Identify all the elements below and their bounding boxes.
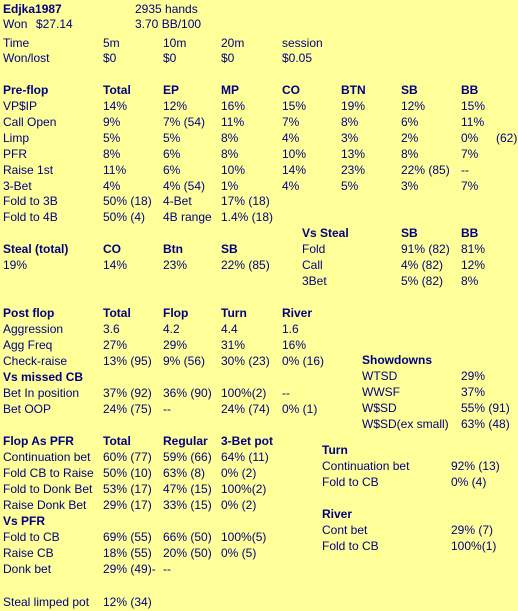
- steal-limped-value: 12% (34): [103, 595, 152, 609]
- vs-steal-title: Vs Steal: [302, 226, 349, 240]
- stat-cell: 11%: [461, 115, 485, 129]
- river-title: River: [322, 507, 353, 521]
- stat-cell: 5%: [341, 179, 359, 193]
- stat-cell: 23%: [341, 163, 366, 177]
- stat-cell: 29% (49)-: [103, 562, 156, 576]
- stat-cell: 0% (2): [221, 498, 257, 512]
- stat-cell: 18% (55): [103, 546, 152, 560]
- wonlost-label: Won/lost: [3, 51, 50, 65]
- vs-steal-bb: 81%: [461, 242, 486, 256]
- stat-cell: 24% (74): [221, 402, 270, 416]
- row-label: Fold CB to Raise: [3, 466, 94, 480]
- row-label: W$SD(ex small): [362, 417, 449, 431]
- stat-cell: 64% (11): [221, 450, 269, 464]
- stat-cell: 60% (77): [103, 450, 152, 464]
- steal-co: 14%: [103, 258, 128, 272]
- row-label: VP$IP: [3, 99, 38, 113]
- fourbet-range-value: 1.4% (18): [221, 210, 274, 224]
- stat-cell: 100%(2): [221, 482, 267, 496]
- stat-cell: 14%: [103, 99, 128, 113]
- vs-steal-label: Call: [302, 258, 323, 272]
- row-label: Limp: [3, 131, 30, 145]
- row-label: WTSD: [362, 369, 398, 383]
- stat-cell: --: [163, 562, 171, 576]
- steal-col-btn: Btn: [163, 242, 183, 256]
- stat-cell: 0%: [461, 131, 479, 145]
- row-label: Fold to CB: [3, 530, 60, 544]
- time-label: Time: [3, 36, 30, 50]
- stat-cell: 8%: [401, 147, 419, 161]
- stat-cell: 13% (95): [103, 354, 152, 368]
- vs-missed-cb-title: Vs missed CB: [3, 370, 84, 384]
- steal-limped-label: Steal limped pot: [3, 595, 90, 609]
- steal-col-co: CO: [103, 242, 121, 256]
- stat-cell: 16%: [282, 338, 307, 352]
- postflop-col-turn: Turn: [221, 306, 247, 320]
- row-label: Fold to Donk Bet: [3, 482, 93, 496]
- stat-cell: 10%: [221, 163, 246, 177]
- stat-cell: 2%: [401, 131, 419, 145]
- row-label: WWSF: [362, 385, 400, 399]
- won-amount: $27.14: [36, 17, 73, 31]
- bb-per-100: 3.70 BB/100: [135, 17, 202, 31]
- wonlost-5m: $0: [103, 51, 117, 65]
- stat-cell: 63% (8): [163, 466, 206, 480]
- fourbet-range-label: 4B range: [163, 210, 212, 224]
- period-5m: 5m: [103, 36, 120, 50]
- stat-cell: 14%: [282, 163, 307, 177]
- hand-count: 2935 hands: [135, 2, 198, 16]
- stat-cell: 50% (10): [103, 466, 152, 480]
- stat-cell: 15%: [461, 99, 486, 113]
- stat-cell: 8%: [103, 147, 121, 161]
- stat-cell: 9%: [103, 115, 121, 129]
- vs-steal-bb: 8%: [461, 274, 479, 288]
- preflop-col-sb: SB: [401, 83, 418, 97]
- stat-cell: --: [461, 163, 469, 177]
- row-label: Raise 1st: [3, 163, 54, 177]
- stat-cell: 37% (92): [103, 386, 152, 400]
- steal-col-sb: SB: [221, 242, 238, 256]
- row-value: 63% (48): [461, 417, 510, 431]
- stat-cell: 8%: [341, 115, 359, 129]
- period-20m: 20m: [221, 36, 245, 50]
- wonlost-10m: $0: [163, 51, 177, 65]
- preflop-col-btn: BTN: [341, 83, 366, 97]
- steal-btn: 23%: [163, 258, 188, 272]
- row-value: 29%: [461, 369, 486, 383]
- stat-cell: 4%: [282, 179, 300, 193]
- vs-steal-col-sb: SB: [401, 226, 418, 240]
- postflop-title: Post flop: [3, 306, 55, 320]
- stat-cell: 4.4: [221, 322, 238, 336]
- stat-cell: 8%: [221, 131, 239, 145]
- postflop-col-total: Total: [103, 306, 131, 320]
- stat-cell: 31%: [221, 338, 246, 352]
- row-label: Bet In position: [3, 386, 80, 400]
- stat-cell: 53% (17): [103, 482, 152, 496]
- steal-total: 19%: [3, 258, 28, 272]
- stat-cell: 66% (50): [163, 530, 212, 544]
- vs-steal-sb: 91% (82): [401, 242, 450, 256]
- row-label: Fold to CB: [322, 475, 379, 489]
- preflop-col-co: CO: [282, 83, 300, 97]
- stat-cell: 15%: [282, 99, 307, 113]
- stat-cell: --: [163, 402, 171, 416]
- fourbet-label: 4-Bet: [163, 194, 192, 208]
- stat-cell: 4.2: [163, 322, 180, 336]
- fold-to-4b-label: Fold to 4B: [3, 210, 58, 224]
- stat-cell: 100%(2): [221, 386, 267, 400]
- row-label: Raise CB: [3, 546, 54, 560]
- won-label: Won: [3, 17, 28, 31]
- stat-cell: 59% (66): [163, 450, 212, 464]
- row-label: Raise Donk Bet: [3, 498, 87, 512]
- row-label: PFR: [3, 147, 27, 161]
- stat-cell: 8%: [221, 147, 239, 161]
- row-label: Fold to CB: [322, 539, 379, 553]
- stat-cell: 11%: [103, 163, 127, 177]
- fourbet-value: 17% (18): [221, 194, 270, 208]
- vs-steal-bb: 12%: [461, 258, 486, 272]
- stat-cell: 0% (16): [282, 354, 325, 368]
- turn-title: Turn: [322, 443, 348, 457]
- row-value: 37%: [461, 385, 486, 399]
- stat-cell: 29% (17): [103, 498, 152, 512]
- stat-cell: 1%: [221, 179, 239, 193]
- vs-steal-label: Fold: [302, 242, 326, 256]
- stat-cell: 3.6: [103, 322, 120, 336]
- postflop-col-river: River: [282, 306, 313, 320]
- row-value: 29% (7): [451, 523, 494, 537]
- stat-cell: 3%: [341, 131, 359, 145]
- row-label: Donk bet: [3, 562, 52, 576]
- preflop-title: Pre-flop: [3, 83, 49, 97]
- stat-cell: 11%: [221, 115, 245, 129]
- stat-cell: 24% (75): [103, 402, 152, 416]
- vs-pfr-title: Vs PFR: [3, 514, 46, 528]
- flop-pfr-title: Flop As PFR: [3, 434, 74, 448]
- wonlost-20m: $0: [221, 51, 235, 65]
- row-value: 92% (13): [451, 459, 500, 473]
- row-label: Continuation bet: [3, 450, 91, 464]
- stat-cell: 4%: [282, 131, 300, 145]
- period-10m: 10m: [163, 36, 187, 50]
- row-value: 55% (91): [461, 401, 510, 415]
- stat-cell: 6%: [401, 115, 419, 129]
- stat-cell: 27%: [103, 338, 128, 352]
- flop-pfr-col-total: Total: [103, 434, 131, 448]
- steal-title: Steal (total): [3, 242, 69, 256]
- row-label: Continuation bet: [322, 459, 410, 473]
- row-label: Bet OOP: [3, 402, 52, 416]
- steal-sb: 22% (85): [221, 258, 270, 272]
- stat-cell: --: [282, 386, 290, 400]
- stat-cell: 19%: [341, 99, 366, 113]
- stat-cell: 4% (54): [163, 179, 206, 193]
- row-label: Cont bet: [322, 523, 368, 537]
- stat-cell: 33% (15): [163, 498, 212, 512]
- stat-cell: 36% (90): [163, 386, 212, 400]
- row-value: 100%(1): [451, 539, 497, 553]
- stat-cell: 0% (2): [221, 466, 257, 480]
- stat-cell: 100%(5): [221, 530, 267, 544]
- stat-cell: 1.6: [282, 322, 299, 336]
- stat-cell: 22% (85): [401, 163, 450, 177]
- stat-cell: 30% (23): [221, 354, 270, 368]
- stat-cell: 7%: [461, 179, 479, 193]
- stat-cell: 20% (50): [163, 546, 212, 560]
- flop-pfr-col-3bet: 3-Bet pot: [221, 434, 273, 448]
- stat-cell: 13%: [341, 147, 366, 161]
- stat-cell: 10%: [282, 147, 307, 161]
- player-name: Edjka1987: [3, 2, 62, 16]
- postflop-col-flop: Flop: [163, 306, 189, 320]
- stat-cell: 69% (55): [103, 530, 152, 544]
- stat-cell: 0% (1): [282, 402, 318, 416]
- stat-cell: 7%: [461, 147, 479, 161]
- fold-to-3b-total: 50% (18): [103, 194, 152, 208]
- stat-cell: 4%: [103, 179, 121, 193]
- fold-to-4b-total: 50% (4): [103, 210, 146, 224]
- preflop-col-bb: BB: [461, 83, 479, 97]
- showdowns-title: Showdowns: [362, 353, 432, 367]
- preflop-col-mp: MP: [221, 83, 239, 97]
- vs-steal-label: 3Bet: [302, 274, 327, 288]
- flop-pfr-col-regular: Regular: [163, 434, 208, 448]
- stat-cell: 29%: [163, 338, 188, 352]
- vs-steal-col-bb: BB: [461, 226, 479, 240]
- stat-cell: 16%: [221, 99, 246, 113]
- stat-cell: 7% (54): [163, 115, 206, 129]
- stat-cell: 6%: [163, 163, 181, 177]
- preflop-col-total: Total: [103, 83, 131, 97]
- stat-cell: 6%: [163, 147, 181, 161]
- period-session: session: [282, 36, 323, 50]
- row-label: Call Open: [3, 115, 57, 129]
- row-label: Aggression: [3, 322, 64, 336]
- row-label: Agg Freq: [3, 338, 53, 352]
- stat-cell: 9% (56): [163, 354, 206, 368]
- wonlost-session: $0.05: [282, 51, 313, 65]
- row-label: 3-Bet: [3, 179, 32, 193]
- fold-to-3b-label: Fold to 3B: [3, 194, 58, 208]
- vs-steal-sb: 4% (82): [401, 258, 444, 272]
- stat-cell: 12%: [163, 99, 188, 113]
- stat-cell: 47% (15): [163, 482, 212, 496]
- row-label: Check-raise: [3, 354, 68, 368]
- row-value: 0% (4): [451, 475, 487, 489]
- sample-size: (62): [496, 131, 518, 145]
- vs-steal-sb: 5% (82): [401, 274, 444, 288]
- row-label: W$SD: [362, 401, 397, 415]
- stat-cell: 7%: [282, 115, 300, 129]
- preflop-col-ep: EP: [163, 83, 180, 97]
- stat-cell: 5%: [103, 131, 121, 145]
- stat-cell: 3%: [401, 179, 419, 193]
- stat-cell: 0% (5): [221, 546, 257, 560]
- stat-cell: 12%: [401, 99, 426, 113]
- stat-cell: 5%: [163, 131, 181, 145]
